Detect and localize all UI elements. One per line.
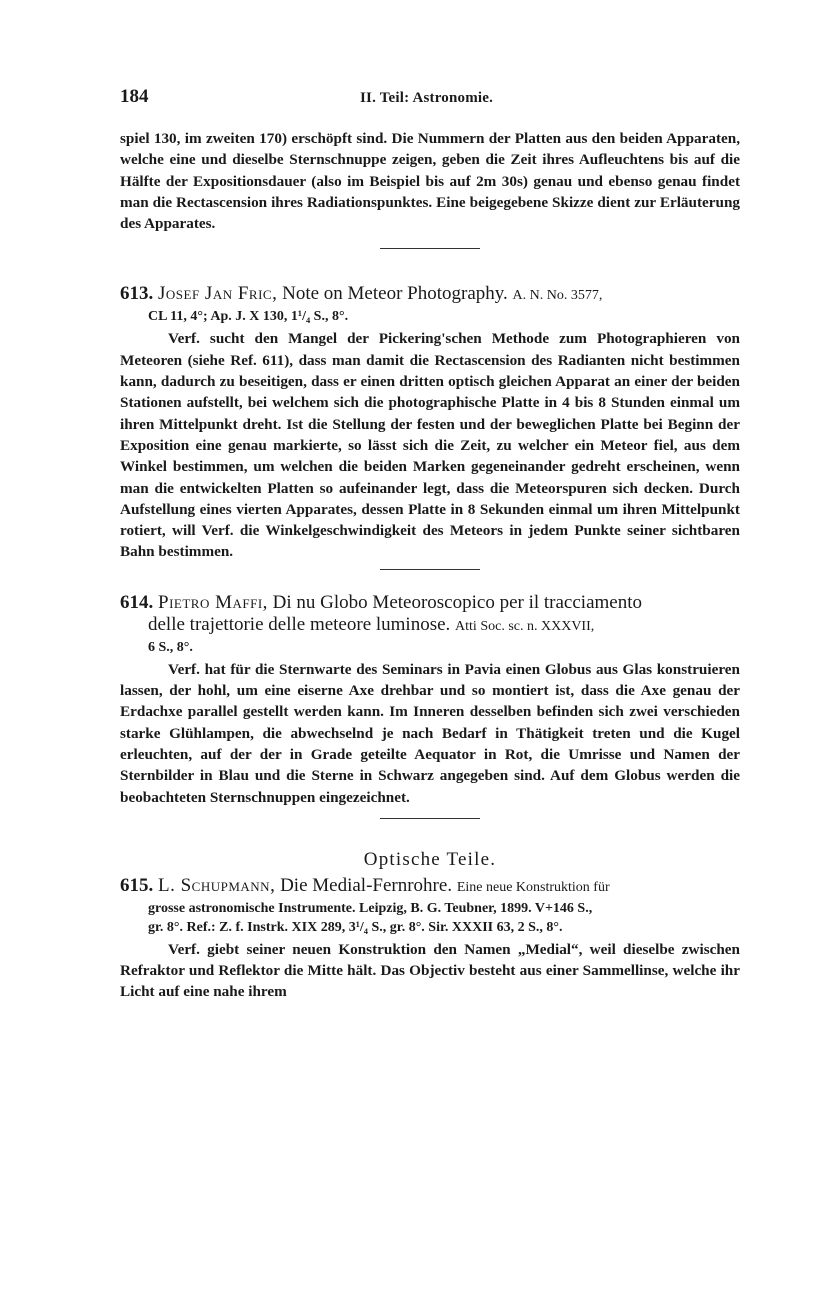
intro-paragraph: spiel 130, im zweiten 170) erschöpft sind. Die Nummern der Platten aus den beiden Apparaten, welche eine und dieselbe Sternschnuppe zeigen, geben die Zeit ihres Aufleuchtens bis auf die Hälfte der Expositionsdauer (also im Beispiel bis auf 2m 30s) genau und ebenso genau findet man die Rectascension ihres Radiationspunktes. Eine beigegebene Skizze dient zur Erläuterung des Apparates. <box>120 130 740 233</box>
entry-title: Di nu Globo Meteoroscopico per il tracciamento <box>272 591 643 613</box>
entry-heading <box>120 283 740 307</box>
entry-body: Verf. giebt seiner neuen Konstruktion den Namen „Medial“, weil dieselbe zwischen Refraktor und Reflektor die Mitte hält. Das Objectiv besteht aus einer Sammellinse, welche ihr Licht auf eine nahe ihrem <box>120 940 740 1001</box>
entry-number: 613. <box>120 283 154 305</box>
entry-614 <box>120 592 740 808</box>
entry-citation: Eine neue Konstruktion für <box>456 879 610 895</box>
page-number: 184 <box>120 86 149 107</box>
entry-body: Verf. hat für die Sternwarte des Seminars in Pavia einen Globus aus Glas konstruieren lassen, der hohl, um eine eiserne Axe drehbar und so montiert ist, dass die Axe genau der Erdachxe parallel gestellt werden kann. Im Inneren desselben befinden sich zwei verschieden starke Glühlampen, die abwechselnd je nach Bedarf in Thätigkeit treten und die Kugel erleuchten, auf der der in Grade geteilte Aequator in Rot, die Umrisse und Namen der Sternbilder in Blau und die Sterne in Schwarz angegeben sind. Auf dem Globus werden die beobachteten Sternschnuppen eingezeichnet. <box>120 660 740 806</box>
entry-body: Verf. sucht den Mangel der Pickering'schen Methode zum Photographieren von Meteoren (siehe Ref. 611), dass man damit die Rectascension des Radianten nicht bestimmen kann, dadurch zu beseitigen, dass er einen dritten optisch gleichen Apparat an einer der beiden Stationen aufstellt, bei welchem sich die photographische Platte in 4 bis 8 Stunden einmal um ihren Mittelpunkt dreht. Ist die Stellung der festen und der beweglichen Platte bei Beginn der Exposition eine genau markierte, so lässt sich die Zeit, zu welcher ein Meteor fiel, aus dem Winkel bestimmen, um welchen die beiden Marken gegeneinander gedreht erscheinen, wenn man die entwickelten Platten so aufeinander legt, dass die Meteorspuren sich decken. Durch Aufstellung eines vierten Apparates, dessen Platte in 8 Sekunden einmal um ihren Mittelpunkt rotiert, will Verf. die Winkelgeschwindigkeit des Meteors in jedem Punkte seiner sichtbaren Bahn bestimmen. <box>120 330 740 561</box>
entry-citation-continued: CL 11, 4°; Ap. J. X 130, 1¹/₄ S., 8°. <box>148 309 349 325</box>
entry-citation-line-3: gr. 8°. Ref.: Z. f. Instrk. XIX 289, 3¹/₄ S., gr. 8°. Sir. XXXII 63, 2 S., 8°. <box>148 919 563 935</box>
entry-author: Josef Jan Fric, <box>158 283 278 305</box>
entry-author: Pietro Maffi, <box>158 591 268 613</box>
entry-author: L. Schupmann, <box>158 874 276 896</box>
divider <box>380 569 480 570</box>
entry-citation: Atti Soc. sc. n. XXXVII, <box>455 618 595 634</box>
entry-heading <box>120 592 740 614</box>
entry-citation: A. N. No. 3577, <box>512 288 603 304</box>
entry-title: Note on Meteor Photography. <box>282 283 508 305</box>
running-head: II. Teil: Astronomie. <box>360 90 494 106</box>
book-page <box>120 86 740 1003</box>
entry-heading <box>120 875 740 899</box>
entry-title-cont: delle trajettorie delle meteore luminose. <box>148 613 451 635</box>
entry-citation-continued: 6 S., 8°. <box>148 639 193 655</box>
entry-615 <box>120 875 740 1003</box>
entry-number: 615. <box>120 874 154 896</box>
entry-title-continued <box>120 614 740 638</box>
entry-613 <box>120 283 740 562</box>
divider <box>380 818 480 819</box>
section-title: Optische Teile. <box>363 848 497 870</box>
entry-citation-line-2: grosse astronomische Instrumente. Leipzig, B. G. Teubner, 1899. V+146 S., <box>148 900 593 916</box>
entry-title: Die Medial-Fernrohre. <box>280 874 453 896</box>
entry-number: 614. <box>120 591 154 613</box>
divider <box>380 248 480 249</box>
page-header <box>120 86 740 114</box>
